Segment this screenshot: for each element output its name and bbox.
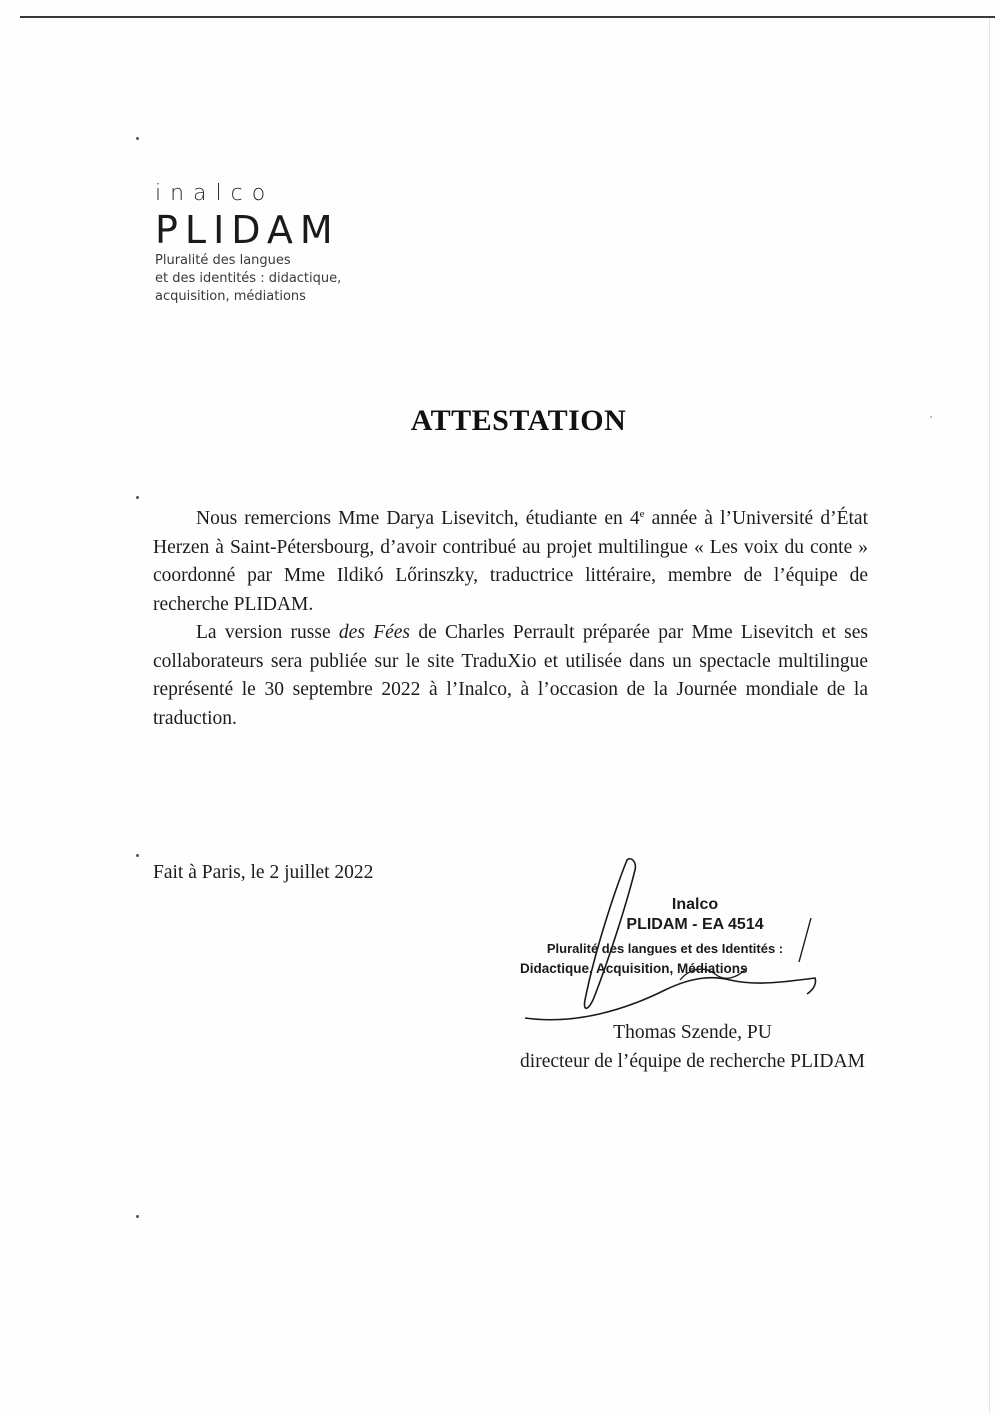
stamp-subtitle-2: Didactique, Acquisition, Médiations — [520, 961, 748, 976]
place-and-date: Fait à Paris, le 2 juillet 2022 — [153, 862, 374, 883]
ordinal-superscript: e — [639, 508, 645, 520]
stamp-subtitle-1: Pluralité des langues et des Identités : — [546, 941, 784, 956]
scan-speck — [136, 137, 139, 140]
paragraph-2 — [153, 619, 868, 733]
paragraph-1-start: Nous remercions Mme Darya Lisevitch, étudiante en 4 — [196, 508, 640, 529]
logo-subtitle — [155, 252, 415, 306]
logo-subtitle-line: et des identités : didactique, — [155, 271, 342, 286]
scan-edge-line — [20, 16, 995, 18]
paragraph-2-end: de Charles Perrault préparée par Mme Lisevitch et ses collaborateurs sera publiée sur le site TraduXio et utilisée dans un spectacle multilingue représenté le 30 septembre 2022 à l’Inalco, à l’occasion de la Journée mondiale de la traduction. — [153, 622, 868, 729]
signer-name: Thomas Szende, PU — [613, 1022, 772, 1043]
official-stamp — [520, 895, 810, 979]
paragraph-1-end: année à l’Université d’État Herzen à Saint-Pétersbourg, d’avoir contribué au projet multilingue « Les voix du conte » coordonné par Mme Ildikó Lőrinszky, traductrice littéraire, membre de l’équipe de recherche PLIDAM. — [153, 508, 868, 615]
stamp-inalco: Inalco — [671, 896, 719, 913]
stamp-plidam: PLIDAM - EA 4514 — [626, 916, 764, 933]
scan-right-edge — [989, 18, 990, 1413]
scan-speck — [136, 496, 139, 499]
paragraph-2-start: La version russe — [196, 622, 339, 643]
plidam-logo — [155, 180, 415, 306]
signer-role: directeur de l’équipe de recherche PLIDAM — [520, 1051, 865, 1072]
logo-plidam-text: PLIDAM — [155, 208, 340, 252]
scan-speck — [136, 854, 139, 857]
signer-block — [505, 1018, 880, 1076]
document-title: ATTESTATION — [410, 404, 627, 437]
paragraph-1 — [153, 505, 868, 619]
attestation-body — [153, 505, 868, 733]
logo-subtitle-line: Pluralité des langues — [155, 253, 291, 268]
logo-inalco-text: inalco — [155, 181, 275, 206]
work-title: des Fées — [338, 622, 411, 643]
logo-subtitle-line: acquisition, médiations — [155, 289, 306, 304]
scan-speck — [136, 1215, 139, 1218]
